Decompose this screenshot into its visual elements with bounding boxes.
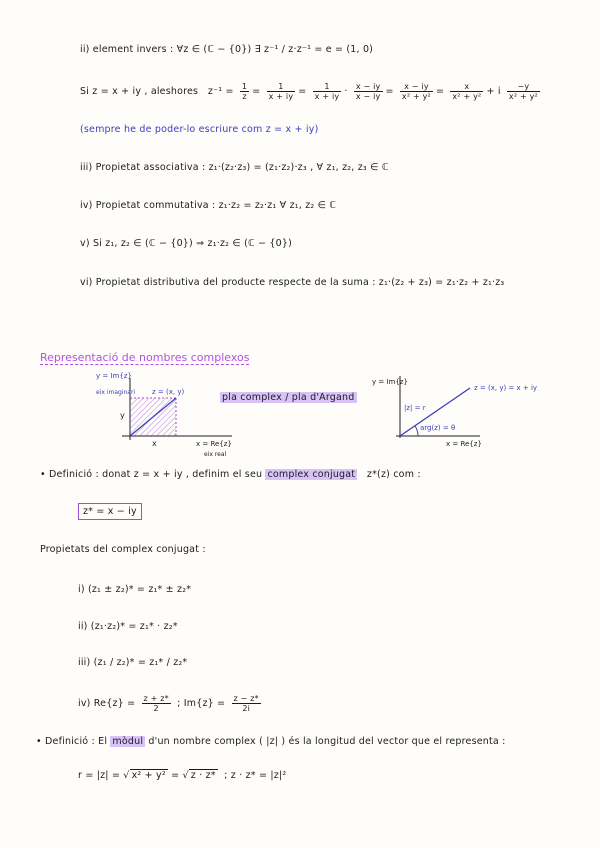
- inverse-lhs: z⁻¹ =: [207, 86, 234, 97]
- conjugate-definition: [40, 469, 421, 480]
- left-point-label: z = (x, y): [152, 388, 185, 396]
- real-axis-label: eix real: [204, 451, 227, 458]
- conjugate-definition-prefix: • Definició : donat z = x + iy , definim el seu: [40, 469, 263, 480]
- inverse-formula-line: Si z = x + iy , aleshores z⁻¹ = $\frac{1}{z}$ = $\frac{1}{x + iy}$ = $\frac{1}{x + iy}$ · $\frac{x - iy}{x - iy}$ = $\frac{x - iy}{\text{x² + y²}}$ = $\frac{x}{\text{x² + y²}}$ + i $\frac{-y}{\text{x² + y²}}$: [80, 82, 538, 101]
- re-fraction: $\frac{z + z*}{2}$: [143, 694, 169, 713]
- conjugate-properties-title: Propietats del complex conjugat :: [40, 544, 206, 555]
- modulus-definition: • Definició : El mòdul d'un nombre complex ( |z| ) és la longitud del vector que el representa :: [36, 736, 506, 747]
- conjugate-property-1: i) (z₁ ± z₂)* = z₁* ± z₂*: [78, 584, 192, 595]
- right-point-label: z = (x, y) = x + iy: [474, 384, 538, 392]
- conjugate-property-3: iii) (z₁ / z₂)* = z₁* / z₂*: [78, 657, 188, 668]
- closure-property: v) Si z₁, z₂ ∈ (ℂ − {0}) ⇒ z₁·z₂ ∈ (ℂ − {0}): [80, 238, 293, 249]
- right-x-axis-label: x = Re{z}: [446, 440, 482, 448]
- angle-arc: [415, 426, 418, 436]
- sqrt-2: z · z*: [190, 770, 216, 781]
- modulus-label: |z| = r: [404, 404, 426, 412]
- sqrt-1: x² + y²: [131, 770, 166, 781]
- commutative-property: iv) Propietat commutativa : z₁·z₂ = z₂·z₁ ∀ z₁, z₂ ∈ ℂ: [80, 200, 337, 211]
- left-y-axis-label: y = Im{z}: [96, 372, 132, 380]
- associative-property: iii) Propietat associativa : z₁·(z₂·z₃) = (z₁·z₂)·z₃ , ∀ z₁, z₂, z₃ ∈ ℂ: [80, 162, 389, 173]
- polar-form-diagram: [370, 372, 560, 452]
- im-fraction: $\frac{z - z*}{2i}$: [233, 694, 259, 713]
- conjugate-formula-box: z* = x − iy: [78, 506, 142, 517]
- fraction-7: $\frac{-y}{\text{x² + y²}}$: [508, 82, 538, 101]
- inverse-element-line: ii) element invers : ∀z ∈ (ℂ − {0}) ∃ z⁻¹ / z·z⁻¹ = e = (1, 0): [80, 44, 374, 55]
- fraction-3: $\frac{1}{x + iy}$: [314, 82, 340, 101]
- inverse-formula-prefix: Si z = x + iy , aleshores: [80, 86, 199, 97]
- modulus-highlight: mòdul: [112, 736, 144, 747]
- section-title: Representació de nombres complexos: [40, 351, 250, 364]
- right-y-axis-label: y = Im{z}: [372, 378, 408, 386]
- write-form-note: (sempre he de poder-lo escriure com z = x + iy): [80, 124, 319, 135]
- conjugate-definition-suffix: z*(z) com :: [366, 469, 421, 480]
- y-length-label: y: [120, 411, 125, 420]
- modulus-formula: r = |z| = √ x² + y² = √ z · z* ; z · z* = |z|²: [78, 770, 287, 781]
- conjugate-property-4: iv) Re{z} = $\frac{z + z*}{2}$ ; Im{z} = $\frac{z - z*}{2i}$: [78, 694, 259, 713]
- x-length-label: x: [152, 439, 157, 448]
- argand-plane-label: pla complex / pla d'Argand: [222, 392, 355, 403]
- conjugate-property-2: ii) (z₁·z₂)* = z₁* · z₂*: [78, 621, 178, 632]
- complex-plane-diagram: [92, 370, 242, 460]
- argument-label: arg(z) = θ: [420, 424, 456, 432]
- fraction-6: $\frac{x}{\text{x² + y²}}$: [452, 82, 482, 101]
- imaginary-axis-label: eix imaginari: [96, 389, 136, 396]
- left-x-axis-label: x = Re{z}: [196, 440, 232, 448]
- conjugate-highlight: complex conjugat: [267, 469, 356, 480]
- fraction-2: $\frac{1}{x + iy}$: [268, 82, 294, 101]
- fraction-4: $\frac{x - iy}{x - iy}$: [355, 82, 381, 101]
- fraction-1: $\frac{1}{z}$: [241, 82, 248, 101]
- fraction-5: $\frac{x - iy}{\text{x² + y²}}$: [401, 82, 431, 101]
- distributive-property: vi) Propietat distributiva del producte respecte de la suma : z₁·(z₂ + z₃) = z₁·z₂ + z₁·z₃: [80, 277, 505, 288]
